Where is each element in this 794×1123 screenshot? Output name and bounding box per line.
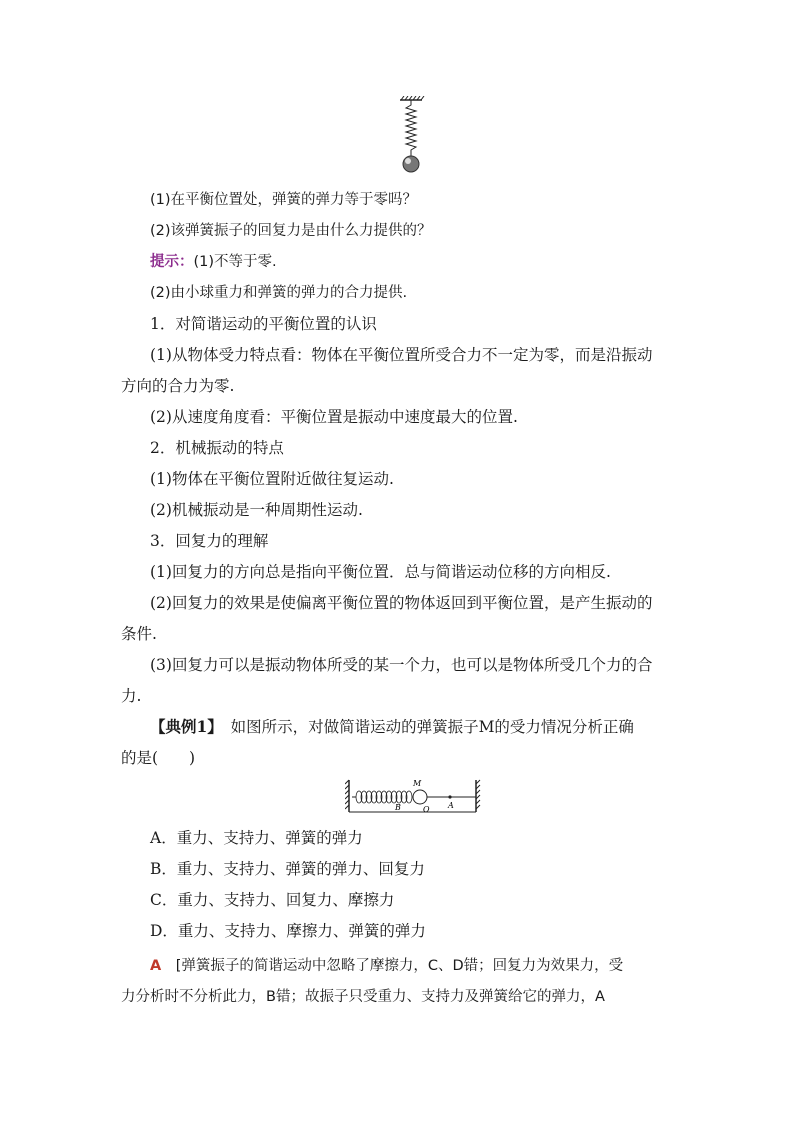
hint-label: 提示： <box>150 254 194 270</box>
option-a: A．重力、支持力、弹簧的弹力 <box>150 829 363 847</box>
mech-1: (1)物体在平衡位置附近做往复运动. <box>150 470 394 488</box>
option-d: D．重力、支持力、摩擦力、弹簧的弹力 <box>150 922 426 940</box>
point-1a: (1)从物体受力特点看：物体在平衡位置所受合力不一定为零，而是沿振动 <box>150 346 653 364</box>
restore-3a: (3)回复力可以是振动物体所受的某一个力，也可以是物体所受几个力的合 <box>150 656 653 674</box>
restore-2b: 条件. <box>121 625 157 643</box>
label-A: A <box>448 801 454 810</box>
hint-line-1 <box>150 252 277 272</box>
explanation-b: 力分析时不分析此力，B错；故振子只受重力、支持力及弹簧给它的弹力，A <box>121 989 605 1005</box>
answer-letter: A <box>150 958 162 974</box>
restore-3b: 力. <box>121 687 142 705</box>
label-B: B <box>395 803 401 812</box>
example-stem: 如图所示，对做简谐运动的弹簧振子M的受力情况分析正确 <box>230 718 634 736</box>
heading-1: 1．对简谐运动的平衡位置的认识 <box>150 315 377 333</box>
example-label: 【典例1】 <box>150 717 216 736</box>
answer-line <box>150 956 623 976</box>
restore-1: (1)回复力的方向总是指向平衡位置．总与简谐运动位移的方向相反. <box>150 563 611 581</box>
example-stem-a <box>150 717 634 737</box>
point-2: (2)从速度角度看：平衡位置是振动中速度最大的位置. <box>150 408 518 426</box>
example-stem-b: 的是( ) <box>121 749 196 767</box>
label-M: M <box>413 779 422 788</box>
mech-2: (2)机械振动是一种周期性运动. <box>150 501 363 519</box>
hint-2: (2)由小球重力和弹簧的弹力的合力提供. <box>150 285 408 301</box>
label-O: O <box>423 805 430 814</box>
restore-2a: (2)回复力的效果是使偏离平衡位置的物体返回到平衡位置，是产生振动的 <box>150 594 653 612</box>
option-c: C．重力、支持力、回复力、摩擦力 <box>150 891 395 909</box>
explanation-a: [弹簧振子的简谐运动中忽略了摩擦力，C、D错；回复力为效果力，受 <box>175 958 624 974</box>
heading-3: 3．回复力的理解 <box>150 532 269 550</box>
question-1: (1)在平衡位置处，弹簧的弹力等于零吗？ <box>150 192 418 208</box>
point-1b: 方向的合力为零. <box>121 377 235 395</box>
vertical-spring-figure <box>392 96 432 176</box>
horizontal-spring-figure <box>345 776 485 816</box>
heading-2: 2．机械振动的特点 <box>150 439 284 457</box>
hint-1: (1)不等于零. <box>193 254 277 270</box>
option-b: B．重力、支持力、弹簧的弹力、回复力 <box>150 860 425 878</box>
question-2: (2)该弹簧振子的回复力是由什么力提供的？ <box>150 223 432 239</box>
